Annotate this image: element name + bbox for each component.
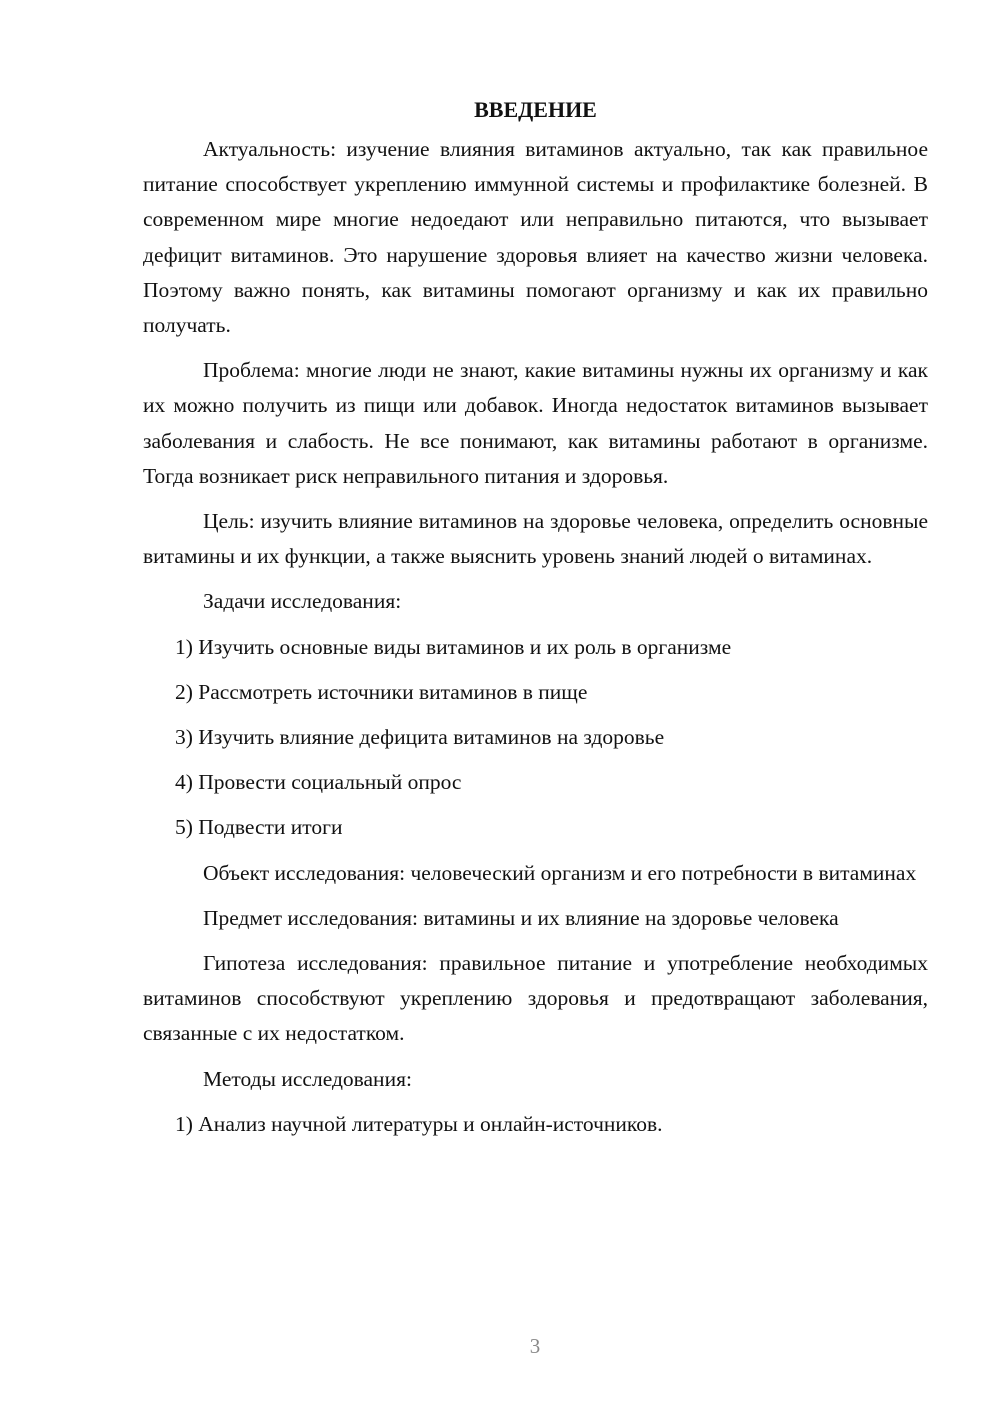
methods-label: Методы исследования: [203,1066,412,1091]
section-heading: ВВЕДЕНИЕ [474,97,597,122]
task-item: 1) Изучить основные виды витаминов и их роль в организме [175,634,732,659]
tasks-label: Задачи исследования: [203,589,402,614]
goal-paragraph: Цель: изучить влияние витаминов на здоровье человека, определить основные витамины и их функции, а также выяснить уровень знаний людей о витаминах. [143,509,928,569]
relevance-paragraph: Актуальность: изучение влияния витаминов актуально, так как правильное питание способствует укреплению иммунной системы и профилактике болезней. В современном мире многие недоедают или неправильно питаются, что вызывает дефицит витаминов. Это нарушение здоровья влияет на качество жизни человека. Поэтому важно понять, как витамины помогают организму и как их правильно получать. [143,137,928,338]
methods-list [143,1107,928,1142]
problem-paragraph: Проблема: многие люди не знают, какие витамины нужны их организму и как их можно получить из пищи или добавок. Иногда недостаток витаминов вызывает заболевания и слабость. Не все понимают, как витамины работают в организме. Тогда возникает риск неправильного питания и здоровья. [143,358,928,488]
hypothesis-paragraph: Гипотеза исследования: правильное питание и употребление необходимых витаминов способствуют укреплению здоровья и предотвращают заболевания, связанные с их недостатком. [143,951,928,1046]
method-item: 1) Анализ научной литературы и онлайн-источников. [175,1111,663,1136]
task-item: 3) Изучить влияние дефицита витаминов на здоровье [175,725,665,750]
task-item: 2) Рассмотреть источники витаминов в пище [175,679,588,704]
page-number: 3 [529,1334,541,1358]
page-content [143,96,928,1152]
object-paragraph: Объект исследования: человеческий организм и его потребности в витаминах [203,860,917,885]
subject-paragraph: Предмет исследования: витамины и их влияние на здоровье человека [203,905,839,930]
task-item: 4) Провести социальный опрос [175,770,462,795]
task-item: 5) Подвести итоги [175,815,343,840]
tasks-list [143,630,928,846]
